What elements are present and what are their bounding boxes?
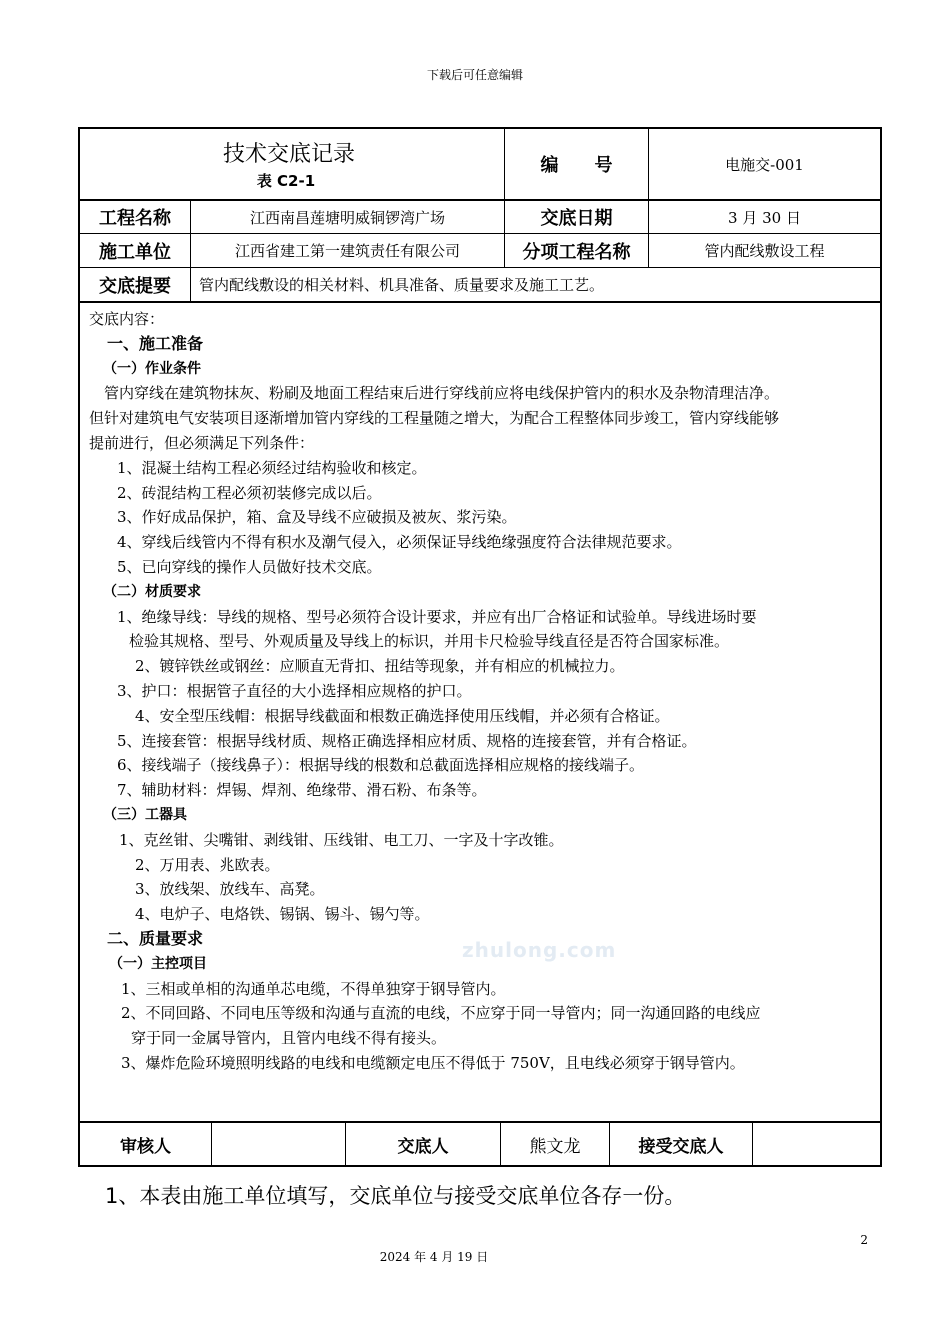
content-label: 交底内容： [89,310,165,328]
subsection-heading: （二）材质要求 [103,583,201,600]
form-title: 技术交底记录 [222,142,355,167]
list-item: 3、放线架、放线车、高凳。 [135,880,325,899]
section-heading: 一、施工准备 [107,333,204,353]
subitem-value: 管内配线敷设工程 [704,242,825,260]
project-name-value: 江西南昌莲塘明威铜锣湾广场 [249,208,445,227]
paragraph-line: 但针对建筑电气安装项目逐渐增加管内穿线的工程量随之增大，为配合工程整体同步竣工，管内穿线能够 [89,409,780,428]
presenter-label: 交底人 [397,1136,449,1157]
subitem-label: 分项工程名称 [522,241,631,263]
list-item: 检验其规格、型号、外观质量及导线上的标识，并用卡尺检验导线直径是否符合国家标准。 [129,632,730,651]
construction-unit-label: 施工单位 [99,241,171,263]
list-item: 5、已向穿线的操作人员做好技术交底。 [117,557,382,576]
subsection-heading: （一）作业条件 [103,360,201,377]
number-label: 编 号 [540,155,613,176]
list-item: 4、电炉子、电烙铁、锡锅、锡斗、锡勺等。 [135,905,430,924]
subsection-heading: （三）工器具 [103,806,187,823]
footnote: 1、本表由施工单位填写，交底单位与接受交底单位各存一份。 [105,1184,686,1208]
list-item: 3、爆炸危险环境照明线路的电线和电缆额定电压不得低于 750V，且电线必须穿于钢导管内。 [121,1053,745,1072]
row-divider [80,301,880,303]
tech-disclosure-form [78,127,882,1167]
list-item: 7、辅助材料：焊锡、焊剂、绝缘带、滑石粉、布条等。 [117,781,487,800]
form-code: 表 C2-1 [256,172,316,190]
list-item: 3、作好成品保护，箱、盒及导线不应破损及被灰、浆污染。 [117,508,517,527]
list-item: 6、接线端子（接线鼻子）：根据导线的根数和总截面选择相应规格的接线端子。 [117,756,645,775]
list-item: 5、连接套管：根据导线材质、规格正确选择相应材质、规格的连接套管，并有合格证。 [117,731,697,750]
header-note: 下载后可任意编辑 [426,68,523,82]
page-number: 2 [860,1233,868,1247]
disclosure-date-label: 交底日期 [540,208,613,229]
paragraph-line: 管内穿线在建筑物抹灰、粉刷及地面工程结束后进行穿线前应将电线保护管内的积水及杂物清理洁净。 [89,384,780,403]
project-name-label: 工程名称 [99,208,171,229]
receiver-value [753,1123,880,1165]
list-item: 2、万用表、兆欧表。 [135,855,280,874]
disclosure-date-value: 3 月 30 日 [728,208,801,227]
form-title-block [80,129,504,199]
list-item: 穿于同一金属导管内，且管内电线不得有接头。 [131,1029,447,1048]
list-item: 4、穿线后线管内不得有积水及潮气侵入，必须保证导线绝缘强度符合法律规范要求。 [117,533,682,552]
list-item: 1、克丝钳、尖嘴钳、剥线钳、压线钳、电工刀、一字及十字改锥。 [119,830,564,849]
summary-value: 管内配线敷设的相关材料、机具准备、质量要求及施工工艺。 [199,276,605,294]
list-item: 1、混凝土结构工程必须经过结构验收和核定。 [117,458,427,477]
footer-date: 2024 年 4 月 19 日 [379,1250,489,1264]
list-item: 3、护口：根据管子直径的大小选择相应规格的护口。 [117,681,472,700]
subsection-heading: （一）主控项目 [109,955,207,972]
list-item: 2、砖混结构工程必须初装修完成以后。 [117,483,382,502]
reviewer-value [212,1123,345,1165]
presenter-value: 熊文龙 [529,1136,581,1157]
watermark: zhulong.com [462,938,617,962]
paragraph-line: 提前进行，但必须满足下列条件： [89,433,315,452]
receiver-label: 接受交底人 [638,1136,724,1157]
list-item: 2、不同回路、不同电压等级和沟通与直流的电线，不应穿于同一导管内；同一沟通回路的电线应 [121,1004,761,1023]
list-item: 4、安全型压线帽：根据导线截面和根数正确选择使用压线帽，并必须有合格证。 [135,706,670,725]
section-heading: 二、质量要求 [107,928,204,948]
reviewer-label: 审核人 [120,1136,171,1157]
list-item: 1、绝缘导线：导线的规格、型号必须符合设计要求，并应有出厂合格证和试验单。导线进场时要 [117,607,757,626]
number-value: 电施交-001 [725,155,804,174]
construction-unit-value: 江西省建工第一建筑责任有限公司 [234,242,460,260]
list-item: 2、镀锌铁丝或钢丝：应顺直无背扣、扭结等现象，并有相应的机械拉力。 [135,657,625,676]
summary-label: 交底提要 [99,275,171,297]
list-item: 1、三相或单相的沟通单芯电缆，不得单独穿于钢导管内。 [121,979,506,998]
